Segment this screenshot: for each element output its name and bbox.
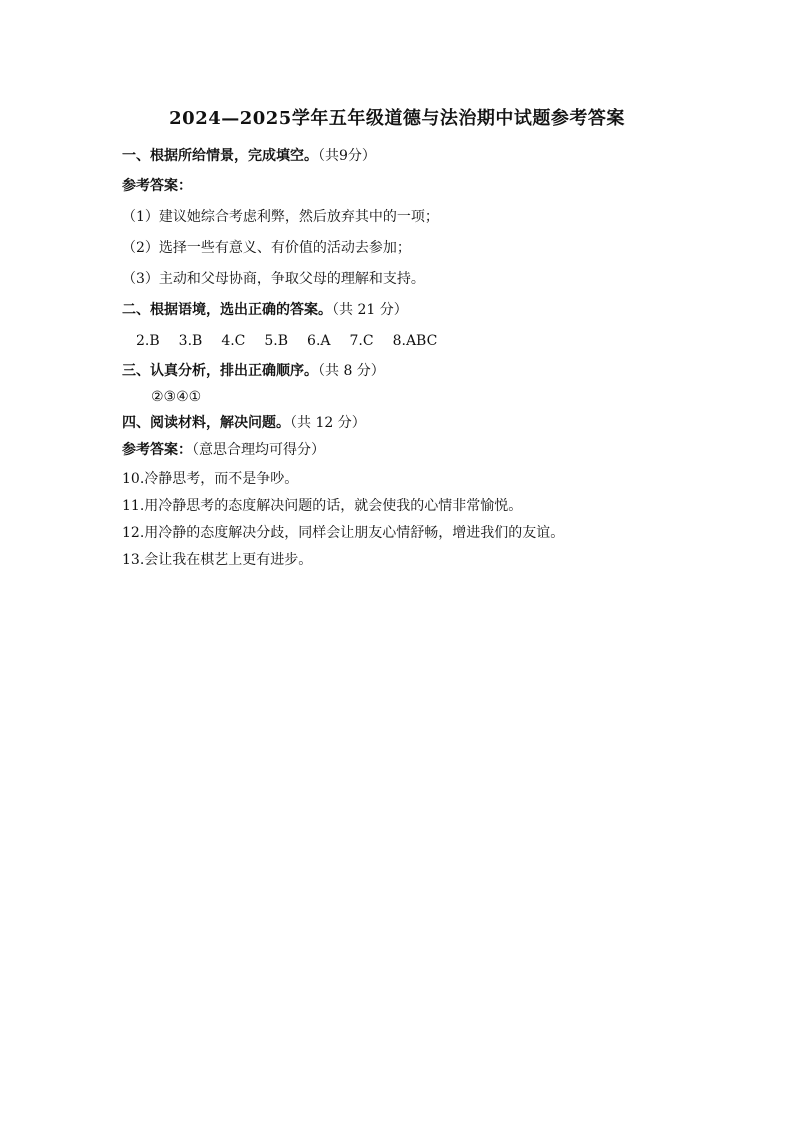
section1-score: （共9分） (318, 148, 376, 164)
section3-answer: ②③④① (151, 389, 202, 405)
section1-item-1: （1）建议她综合考虑利弊，然后放弃其中的一项； (122, 209, 439, 225)
section4-ref-label: 参考答案： (122, 442, 192, 458)
section4-score: （共 12 分） (290, 415, 366, 431)
section1-item-2: （2）选择一些有意义、有价值的活动去参加； (122, 240, 411, 256)
section4-item-10: 10.冷静思考，而不是争吵。 (122, 471, 299, 487)
answer-item: 4.C (221, 333, 246, 349)
answer-item: 7.C (349, 333, 374, 349)
page-title: 2024—2025学年五年级道德与法治期中试题参考答案 (169, 108, 625, 129)
section1-ref-label: 参考答案： (122, 178, 192, 194)
section4-item-12: 12.用冷静的态度解决分歧，同样会让朋友心情舒畅，增进我们的友谊。 (122, 525, 565, 541)
section1-heading: 一、根据所给情景，完成填空。 (122, 148, 318, 164)
section4-item-13: 13.会让我在棋艺上更有进步。 (122, 552, 313, 568)
answer-item: 3.B (178, 333, 203, 349)
answer-item: 5.B (264, 333, 289, 349)
section1-item-3: （3）主动和父母协商，争取父母的理解和支持。 (122, 271, 425, 287)
section3-heading: 三、认真分析，排出正确顺序。 (122, 363, 318, 379)
section1-heading-line (122, 146, 376, 166)
answer-item: 2.B (136, 333, 160, 349)
section2-answers (136, 331, 456, 351)
section2-heading-line (122, 300, 408, 320)
section3-heading-line (122, 361, 385, 381)
section4-ref-note: （意思合理均可得分） (192, 442, 325, 458)
section2-heading: 二、根据语境，选出正确的答案。 (122, 302, 332, 318)
section3-score: （共 8 分） (318, 363, 385, 379)
section4-heading-line (122, 413, 366, 433)
section4-heading: 四、阅读材料，解决问题。 (122, 415, 290, 431)
section4-item-11: 11.用冷静思考的态度解决问题的话，就会使我的心情非常愉悦。 (122, 498, 523, 514)
section2-score: （共 21 分） (332, 302, 408, 318)
section4-ref-line (122, 440, 325, 460)
answer-item: 8.ABC (392, 333, 438, 349)
answer-item: 6.A (307, 333, 331, 349)
